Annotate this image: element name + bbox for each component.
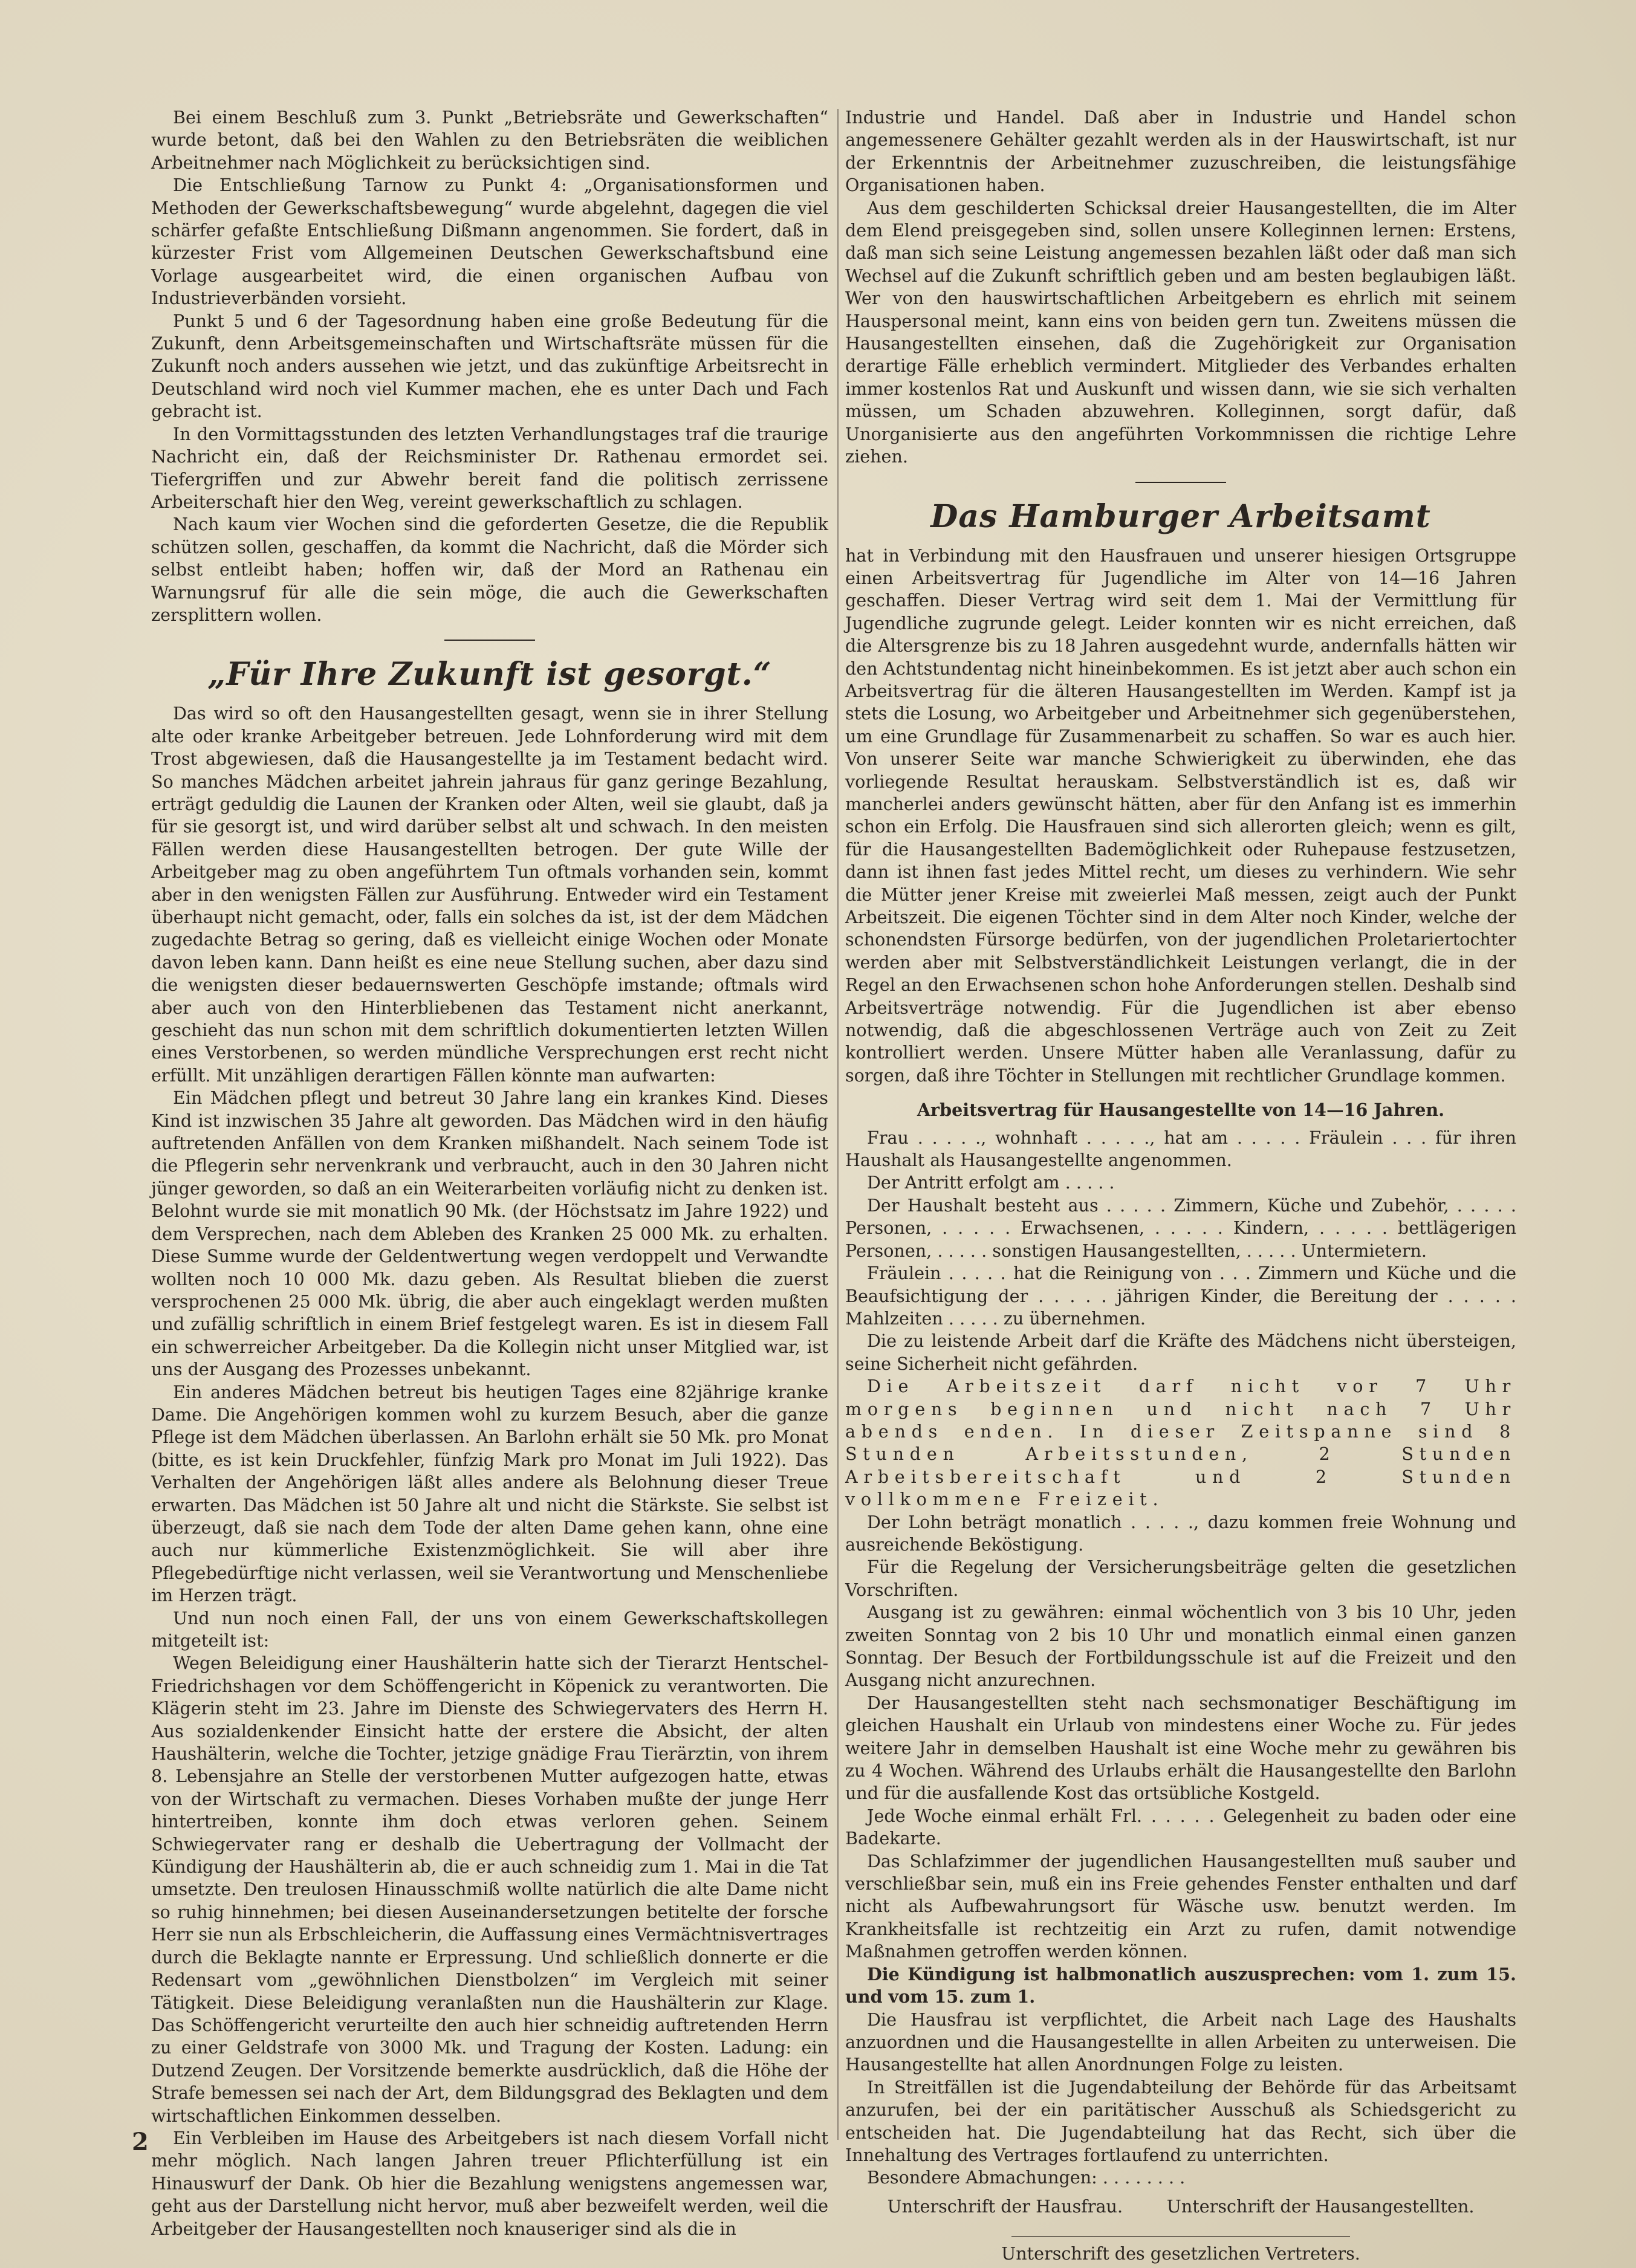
paragraph: In den Vormittagsstunden des letzten Verhandlungstages traf die traurige Nachricht ein, daß der Reichsminister Dr. Rathenau ermordet sei. Tiefergriffen und zur Abwehr bereit fand die politisch zerrissene Arbeiterschaft hier den Weg, vereint gewerkschaftlich zu schlagen. xyxy=(151,423,828,512)
contract-clause: Jede Woche einmal erhält Frl. . . . . . Gelegenheit zu baden oder eine Badekarte. xyxy=(845,1805,1516,1849)
contract-clause: Die Arbeitszeit darf nicht vor 7 Uhr morgens beginnen und nicht nach 7 Uhr abends enden. In dieser Zeitspanne sind 8 Stunden Arbeitsstunden, 2 Stunden Arbeitsbereitschaft und 2 Stunden vollkommene Freizeit. xyxy=(845,1376,1516,1510)
contract-clause: In Streitfällen ist die Jugendabteilung der Behörde für das Arbeitsamt anzurufen, bei der ein paritätischer Ausschuß als Schiedsgericht zu entscheiden hat. Die Jugendabteilung hat das Recht, sich über die Innehaltung des Vertrages fortlaufend zu unterrichten. xyxy=(845,2076,1516,2165)
paragraph: Bei einem Beschluß zum 3. Punkt „Betriebsräte und Gewerkschaften“ wurde betont, daß bei den Wahlen zu den Betriebsräten die weiblichen Arbeitnehmer nach Möglichkeit zu berücksichtigen sind. xyxy=(151,107,828,173)
paragraph: Nach kaum vier Wochen sind die geforderten Gesetze, die die Republik schützen sollen, geschaffen, da kommt die Nachricht, daß die Mörder sich selbst entleibt haben; hoffen wir, daß der Mord an Rathenau ein Warnungsruf für alle die sein möge, die auch die Gewerkschaften zersplittern wollen. xyxy=(151,514,828,625)
section-divider xyxy=(444,640,535,641)
contract-clause: Frau . . . . ., wohnhaft . . . . ., hat am . . . . . Fräulein . . . für ihren Haushalt als Hausangestellte angenommen. xyxy=(845,1127,1516,1171)
left-column xyxy=(151,106,828,2240)
page-number: 2 xyxy=(132,2128,149,2156)
contract-clause: Ausgang ist zu gewähren: einmal wöchentlich von 3 bis 10 Uhr, jeden zweiten Sonntag von 2 bis 10 Uhr und monatlich einmal einen ganzen Sonntag. Der Besuch der Fortbildungsschule ist auf die Freizeit und den Ausgang nicht anzurechnen. xyxy=(845,1602,1516,1691)
contract-clause: Fräulein . . . . . hat die Reinigung von . . . Zimmern und Küche und die Beaufsichtigung der . . . . . jährigen Kinder, die Bereitung der . . . . . Mahlzeiten . . . . . zu übernehmen. xyxy=(845,1263,1516,1329)
paragraph: Wegen Beleidigung einer Haushälterin hatte sich der Tierarzt Hentschel-Friedrichshagen vor dem Schöffengericht in Köpenick zu verantworten. Die Klägerin steht im 23. Jahre im Dienste des Schwiegervaters des Herrn H. Aus sozialdenkender Einsicht hatte der erstere die Absicht, der alten Haushälterin, welche die Tochter, jetzige gnädige Frau Tierärztin, von ihrem 8. Lebensjahre an Stelle der verstorbenen Mutter aufgezogen hatte, etwas von der Wirtschaft zu vermachen. Dieses Vorhaben mußte der junge Herr hintertreiben, konnte ihm doch etwas verloren gehen. Seinem Schwiegervater rang er deshalb die Uebertragung der Vollmacht der Kündigung der Haushälterin ab, die er auch schneidig zum 1. Mai in die Tat umsetzte. Den treulosen Hinausschmiß wollte natürlich die alte Dame nicht so ruhig hinnehmen; bei diesen Auseinandersetzungen betitelte der forsche Herr sie nun als Erbschleicherin, die Auffassung eines Vermächtnisvertrages durch die Beklagte nannte er Erpressung. Und schließlich donnerte er die Redensart vom „gewöhnlichen Dienstbolzen“ im Vergleich mit seiner Tätigkeit. Diese Beleidigung veranlaßten nun die Haushälterin zur Klage. Das Schöffengericht verurteilte den auch hier schneidig auftretenden Herrn zu einer Geldstrafe von 3000 Mk. und Tragung der Kosten. Ladung: ein Dutzend Zeugen. Der Vorsitzende bemerkte ausdrücklich, daß die Höhe der Strafe bemessen sei nach der Art, dem Bildungsgrad des Beklagten und dem wirtschaftlichen Einkommen desselben. xyxy=(151,1653,828,2126)
paragraph: Und nun noch einen Fall, der uns von einem Gewerkschaftskollegen mitgeteilt ist: xyxy=(151,1607,828,1651)
contract-clause: Die Hausfrau ist verpflichtet, die Arbeit nach Lage des Haushalts anzuordnen und die Hausangestellte in allen Arbeiten zu unterweisen. Die Hausangestellte hat allen Anordnungen Folge zu leisten. xyxy=(845,2009,1516,2075)
guardian-signature-line: Unterschrift des gesetzlichen Vertreters. xyxy=(1001,2243,1360,2264)
paragraph: Ein anderes Mädchen betreut bis heutigen Tages eine 82jährige kranke Dame. Die Angehörigen kommen wohl zu kurzem Besuch, aber die ganze Pflege ist dem Mädchen überlassen. An Barlohn erhält sie 50 Mk. pro Monat (bitte, es ist kein Druckfehler, fünfzig Mark pro Monat im Juli 1922). Das Verhalten der Angehörigen läßt alles andere als Belohnung dieser Treue erwarten. Das Mädchen ist 50 Jahre alt und nicht die Stärkste. Sie selbst ist überzeugt, daß sie nach dem Tode der alten Dame gehen kann, ohne eine auch nur kümmerliche Existenzmöglichkeit. Sie will aber ihre Pflegebedürftige nicht verlassen, weil sie Verantwortung und Menschenliebe im Herzen trägt. xyxy=(151,1381,828,1606)
contract-clause: Das Schlafzimmer der jugendlichen Hausangestellten muß sauber und verschließbar sein, muß ein ins Freie gehendes Fenster enthalten und darf nicht als Aufbewahrungsort für Wäsche usw. benutzt werden. Im Krankheitsfalle ist rechtzeitig ein Arzt zu rufen, damit notwendige Maßnahmen getroffen werden können. xyxy=(845,1850,1516,1962)
paragraph: Die Entschließung Tarnow zu Punkt 4: „Organisationsformen und Methoden der Gewerkschaftsbewegung“ wurde abgelehnt, dagegen die viel schärfer gefaßte Entschließung Dißmann angenommen. Sie fordert, daß in kürzester Frist vom Allgemeinen Deutschen Gewerkschaftsbund eine Vorlage ausgearbeitet wird, die einen organischen Aufbau von Industrieverbänden vorsieht. xyxy=(151,175,828,309)
contract-clause: Der Antritt erfolgt am . . . . . xyxy=(867,1172,1115,1193)
contract-clause: Der Hausangestellten steht nach sechsmonatiger Beschäftigung im gleichen Haushalt ein Urlaub von mindestens einer Woche zu. Für jedes weitere Jahr in demselben Haushalt ist eine Woche mehr zu gewähren bis zu 4 Wochen. Während des Urlaubs erhält die Hausangestellte den Barlohn und für die ausfallende Kost das ortsübliche Kostgeld. xyxy=(845,1692,1516,1804)
article-heading: „Für Ihre Zukunft ist gesorgt.“ xyxy=(207,656,772,693)
column-rule xyxy=(837,109,839,2140)
contract-clause: Die Kündigung ist halbmonatlich auszusprechen: vom 1. zum 15. und vom 15. zum 1. xyxy=(845,1963,1516,2007)
paragraph: Punkt 5 und 6 der Tagesordnung haben eine große Bedeutung für die Zukunft, denn Arbeitsgemeinschaften und Wirtschaftsräte müssen für die Zukunft noch anders aussehen wie jetzt, und das zukünftige Arbeitsrecht in Deutschland wird noch viel Kummer machen, ehe es unter Dach und Fach gebracht ist. xyxy=(151,310,828,422)
paragraph: hat in Verbindung mit den Hausfrauen und unserer hiesigen Ortsgruppe einen Arbeitsvertrag für Jugendliche im Alter von 14—16 Jahren geschaffen. Dieser Vertrag wird seit dem 1. Mai der Vermittlung für Jugendliche zugrunde gelegt. Leider konnten wir es nicht erreichen, daß die Altersgrenze bis zu 18 Jahren ausgedehnt wurde, andernfalls hätten wir den Achtstundentag nicht hineinbekommen. Es ist jetzt aber auch schon ein Arbeitsvertrag für die älteren Hausangestellten im Werden. Kampf ist ja stets die Losung, wo Arbeitgeber und Arbeitnehmer sich gegenüberstehen, um eine Grundlage für Zusammenarbeit zu schaffen. So war es auch hier. Von unserer Seite war manche Schwierigkeit zu überwinden, ehe das vorliegende Resultat herauskam. Selbstverständlich ist es, daß wir mancherlei anders gewünscht hätten, aber für den Anfang ist es immerhin schon ein Erfolg. Die Hausfrauen sind sich allerorten gleich; wenn es gilt, für die Hausangestellten Bademöglichkeit oder Ruhepause festzusetzen, dann ist ihnen fast jedes Mittel recht, um dieses zu verhindern. Wie sehr die Mütter jener Kreise mit zweierlei Maß messen, zeigt auch der Punkt Arbeitszeit. Die eigenen Töchter sind in dem Alter noch Kinder, welche der schonendsten Fürsorge bedürfen, von der jugendlichen Proletariertochter werden aber mit Selbstverständlichkeit Leistungen verlangt, die in der Regel an den Erwachsenen schon hohe Anforderungen stellen. Deshalb sind Arbeitsverträge notwendig. Für die Jugendlichen ist aber ebenso notwendig, daß die abgeschlossenen Verträge auch von Zeit zu Zeit kontrolliert werden. Unsere Mütter haben alle Veranlassung, dafür zu sorgen, daß ihre Töchter in Stellungen mit rechtlicher Grundlage kommen. xyxy=(845,545,1516,1086)
contract-title: Arbeitsvertrag für Hausangestellte von 14—16 Jahren. xyxy=(917,1100,1445,1121)
signature-rule xyxy=(1011,2236,1350,2237)
paragraph: Ein Verbleiben im Hause des Arbeitgebers ist nach diesem Vorfall nicht mehr möglich. Nach langen Jahren treuer Pflichterfüllung ist ein Hinauswurf der Dank. Ob hier die Bezahlung wenigstens angemessen war, geht aus der Darstellung nicht hervor, muß aber bezweifelt werden, weil die Arbeitgeber der Hausangestellten noch knauseriger sind als die in xyxy=(151,2127,828,2239)
paragraph: Das wird so oft den Hausangestellten gesagt, wenn sie in ihrer Stellung alte oder kranke Arbeitgeber betreuen. Jede Lohnforderung wird mit dem Trost abgewiesen, daß die Hausangestellte ja im Testament bedacht wird. So manches Mädchen arbeitet jahrein jahraus für ganz geringe Bezahlung, erträgt geduldig die Launen der Kranken oder Alten, weil sie glaubt, daß ja für sie gesorgt ist, und wird darüber selbst alt und schwach. In den meisten Fällen werden diese Hausangestellten betrogen. Der gute Wille der Arbeitgeber mag zu oben angeführtem Tun oftmals vorhanden sein, kommt aber in den wenigsten Fällen zur Ausführung. Entweder wird ein Testament überhaupt nicht gemacht, oder, falls ein solches da ist, ist der dem Mädchen zugedachte Betrag so gering, daß es vielleicht einige Wochen oder Monate davon leben kann. Dann heißt es eine neue Stellung suchen, aber dazu sind die wenigsten dieser bedauernswerten Geschöpfe imstande; oftmals wird aber auch von den Hinterbliebenen das Testament nicht anerkannt, geschieht das nun schon mit dem schriftlich dokumentierten letzten Willen eines Verstorbenen, so werden mündliche Versprechungen erst recht nicht erfüllt. Mit unzähligen derartigen Fällen könnte man aufwarten: xyxy=(151,703,828,1086)
contract-clause: Der Lohn beträgt monatlich . . . . ., dazu kommen freie Wohnung und ausreichende Beköstigung. xyxy=(845,1511,1516,1555)
paragraph: Aus dem geschilderten Schicksal dreier Hausangestellten, die im Alter dem Elend preisgegeben sind, sollen unsere Kolleginnen lernen: Erstens, daß man sich seine Leistung angemessen bezahlen läßt oder daß man sich Wechsel auf die Zukunft schriftlich geben und am besten beglaubigen läßt. Wer von den hauswirtschaftlichen Arbeitgebern es ehrlich mit seinem Hauspersonal meint, kann eins von beiden gern tun. Zweitens müssen die Hausangestellten einsehen, daß die Zugehörigkeit zur Organisation derartige Fälle erheblich vermindert. Mitglieder des Verbandes erhalten immer kostenlos Rat und Auskunft und wissen dann, wie sie sich verhalten müssen, um Schaden abzuwehren. Kolleginnen, sorgt dafür, daß Unorganisierte aus den angeführten Vorkommnissen die richtige Lehre ziehen. xyxy=(845,197,1516,467)
contract-clause: Der Haushalt besteht aus . . . . . Zimmern, Küche und Zubehör, . . . . . Personen, . . . . . Erwachsenen, . . . . . Kindern, . . . . . bettlägerigen Personen, . . . . . sonstigen Hausangestellten, . . . . . Untermietern. xyxy=(845,1194,1516,1261)
signature-line: Unterschrift der Hausfrau. Unterschrift der Hausangestellten. xyxy=(887,2195,1475,2217)
section-divider xyxy=(1135,482,1226,483)
contract-clause: Besondere Abmachungen: . . . . . . . . xyxy=(867,2167,1186,2188)
article-heading: Das Hamburger Arbeitsamt xyxy=(930,497,1431,535)
contract-clause: Für die Regelung der Versicherungsbeiträge gelten die gesetzlichen Vorschriften. xyxy=(845,1557,1516,1600)
paragraph: Ein Mädchen pflegt und betreut 30 Jahre lang ein krankes Kind. Dieses Kind ist inzwischen 35 Jahre alt geworden. Das Mädchen wird in den häufig auftretenden Anfällen von dem Kranken mißhandelt. Nach seinem Tode ist die Pflegerin sehr nervenkrank und verbraucht, auch in den 30 Jahren nicht jünger geworden, so daß an ein Weiterarbeiten vorläufig nicht zu denken ist. Belohnt wurde sie mit monatlich 90 Mk. (der Höchstsatz im Jahre 1922) und dem Versprechen, nach dem Ableben des Kranken 25 000 Mk. zu erhalten. Diese Summe wurde der Geldentwertung wegen verdoppelt und Verwandte wollten noch 10 000 Mk. dazu geben. Als Resultat blieben die zuerst versprochenen 25 000 Mk. übrig, die aber auch eingeklagt werden mußten und zufällig schriftlich in einem Brief festgelegt waren. Es ist in diesem Fall ein schwerreicher Arbeitgeber. Da die Kollegin nicht unser Mitglied war, ist uns der Ausgang des Prozesses unbekannt. xyxy=(151,1087,828,1380)
right-column xyxy=(845,106,1516,2266)
paragraph: Industrie und Handel. Daß aber in Industrie und Handel schon angemessenere Gehälter gezahlt werden als in der Hauswirtschaft, ist nur der Erkenntnis der Arbeitnehmer zuzuschreiben, die leistungsfähige Organisationen haben. xyxy=(845,107,1516,196)
contract-clause: Die zu leistende Arbeit darf die Kräfte des Mädchens nicht übersteigen, seine Sicherheit nicht gefährden. xyxy=(845,1330,1516,1374)
